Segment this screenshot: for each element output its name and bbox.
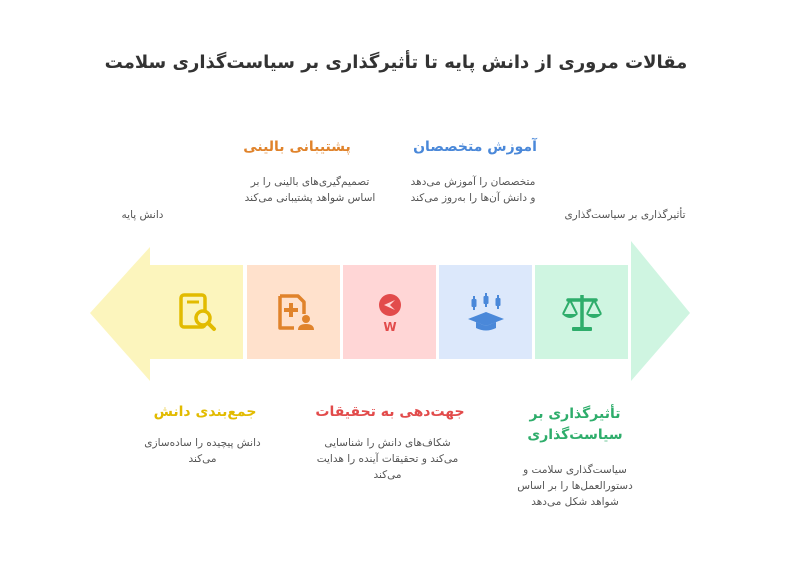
- step-desc-professional-training: متخصصان را آموزش می‌دهد و دانش آن‌ها را به‌روز می‌کند: [410, 176, 536, 204]
- step-heading-professional-training: آموزش متخصصان: [413, 139, 537, 155]
- step-box-professional-training: [439, 265, 532, 359]
- arrow-right-head: [631, 241, 690, 381]
- step-box-policy-influence: [535, 265, 628, 359]
- start-label: دانش پایه: [121, 209, 164, 221]
- medical-document-user-icon: [272, 290, 316, 334]
- page-title: مقالات مروری از دانش پایه تا تأثیرگذاری بر سیاست‌گذاری سلامت: [104, 52, 688, 73]
- scales-balance-icon: [560, 290, 604, 334]
- compass-direction-icon: [368, 290, 412, 334]
- step-heading-clinical-support: پشتیبانی بالینی: [243, 139, 351, 155]
- step-heading-research-direction: جهت‌دهی به تحقیقات: [315, 404, 465, 420]
- book-search-icon: [175, 290, 219, 334]
- step-box-knowledge-summary: [150, 265, 243, 359]
- step-desc-policy-influence: سیاست‌گذاری سلامت و دستورالعمل‌ها را بر اساس شواهد شکل می‌دهد: [517, 464, 633, 508]
- graduation-chart-icon: [464, 290, 508, 334]
- step-desc-clinical-support: تصمیم‌گیری‌های بالینی را بر اساس شواهد پشتیبانی می‌کند: [244, 176, 376, 204]
- step-heading-knowledge-summary: جمع‌بندی دانش: [153, 404, 257, 420]
- arrow-left-head: [90, 247, 150, 381]
- step-box-clinical-support: [247, 265, 340, 359]
- step-heading-policy-influence: تأثیرگذاری بر سیاست‌گذاری: [527, 406, 623, 443]
- end-label: تأثیرگذاری بر سیاست‌گذاری: [564, 209, 686, 221]
- step-desc-research-direction: شکاف‌های دانش را شناسایی می‌کند و تحقیقات آینده را هدایت می‌کند: [316, 437, 459, 481]
- step-desc-knowledge-summary: دانش پیچیده را ساده‌سازی می‌کند: [144, 437, 261, 465]
- svg-text:W: W: [382, 320, 397, 334]
- step-box-research-direction: [343, 265, 436, 359]
